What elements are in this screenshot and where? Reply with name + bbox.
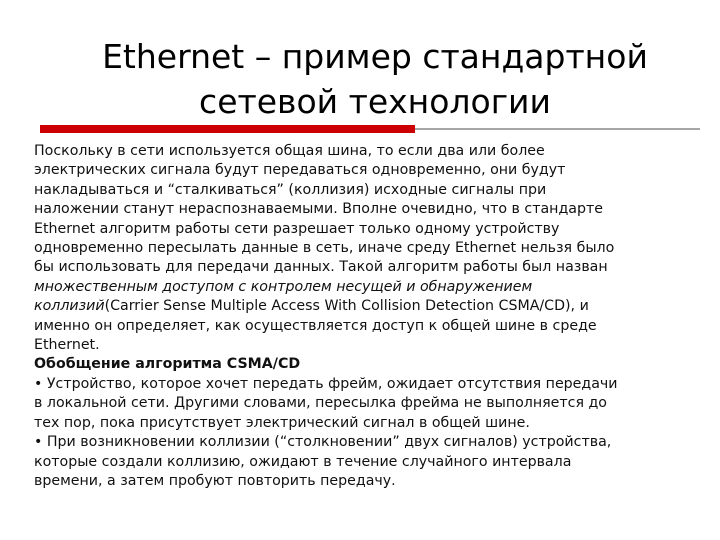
term-definition: (Carrier Sense Multiple Access With Collision Detection CSMA/CD), и bbox=[104, 298, 589, 315]
slide-body bbox=[34, 142, 704, 491]
paragraph-line: одновременно пересылать данные в сеть, иначе среду Ethernet нельзя было bbox=[34, 240, 615, 257]
paragraph-line-italic: множественным доступом с контролем несущей и обнаружением bbox=[34, 278, 533, 295]
paragraph-line: бы использовать для передачи данных. Такой алгоритм работы был назван bbox=[34, 259, 608, 276]
paragraph-line: накладываться и “сталкиваться” (коллизия) исходные сигналы при bbox=[34, 181, 547, 198]
bullet-2-line: которые создали коллизию, ожидают в течение случайного интервала bbox=[34, 453, 572, 470]
title-divider-rule bbox=[415, 128, 700, 130]
bullet-2-line: • При возникновении коллизии (“столкновении” двух сигналов) устройства, bbox=[34, 434, 612, 451]
italic-term: коллизий bbox=[34, 298, 105, 315]
slide-title-line-2: сетевой технологии bbox=[199, 82, 551, 121]
paragraph-line: именно он определяет, как осуществляется доступ к общей шине в среде bbox=[34, 317, 597, 334]
bullet-1-line: • Устройство, которое хочет передать фрейм, ожидает отсутствия передачи bbox=[34, 375, 618, 392]
title-accent-rule bbox=[40, 125, 415, 133]
paragraph-line: электрических сигнала будут передаваться одновременно, они будут bbox=[34, 162, 566, 179]
paragraph-line: Поскольку в сети используется общая шина, то если два или более bbox=[34, 143, 545, 159]
section-heading: Обобщение алгоритма CSMA/CD bbox=[34, 356, 301, 373]
paragraph-line: Ethernet алгоритм работы сети разрешает только одному устройству bbox=[34, 220, 560, 237]
paragraph-line: наложении станут нераспознаваемыми. Вполне очевидно, что в стандарте bbox=[34, 201, 603, 218]
bullet-2-line: времени, а затем пробуют повторить передачу. bbox=[34, 472, 396, 489]
slide-title bbox=[40, 34, 710, 124]
paragraph-line: Ethernet. bbox=[34, 337, 100, 354]
slide-title-line-1: Ethernet – пример стандартной bbox=[102, 37, 648, 76]
bullet-1-line: в локальной сети. Другими словами, пересылка фрейма не выполняется до bbox=[34, 395, 607, 412]
bullet-1-line: тех пор, пока присутствует электрический сигнал в общей шине. bbox=[34, 414, 530, 431]
paragraph-line bbox=[34, 297, 704, 316]
